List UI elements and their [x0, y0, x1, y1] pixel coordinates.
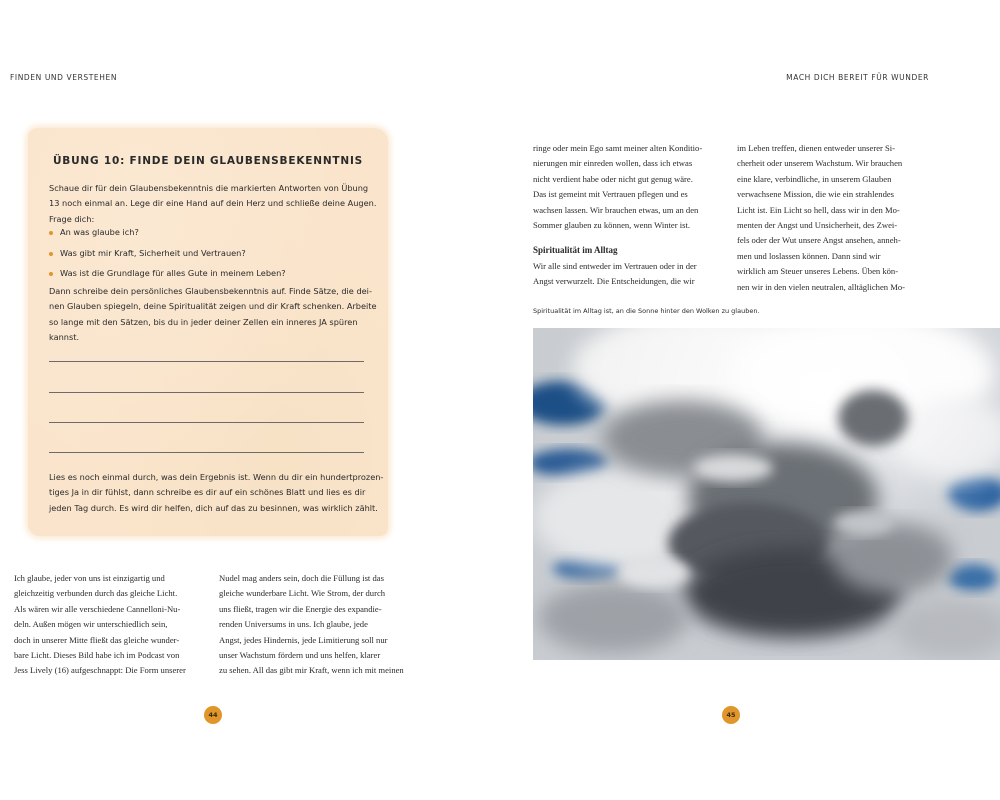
body-line: menten der Angst und Unsicherheit, des Zwei- [737, 220, 898, 231]
writing-line[interactable] [49, 422, 364, 423]
body-line: Ich glaube, jeder von uns ist einzigartig und [14, 573, 165, 583]
body-line: gleiche wunderbare Licht. Wie Strom, der durch [219, 588, 386, 599]
exercise-bullet [49, 248, 246, 258]
right-page-column-1 [533, 141, 725, 290]
page-number-right: 45 [722, 706, 740, 724]
bullet-dot-icon [49, 272, 53, 276]
body-line: wirklich am Steuer unseres Lebens. Üben kön- [737, 266, 899, 277]
body-line: zu sehen. All das gibt mir Kraft, wenn ich mit meinen [219, 665, 404, 676]
body-line: ringe oder mein Ego samt meiner alten Konditio- [533, 143, 703, 153]
right-page-column-2 [737, 141, 928, 295]
exercise-closing-line: Lies es noch einmal durch, was dein Ergebnis ist. Wenn du dir ein hundertprozen- [49, 472, 384, 482]
exercise-bullet [49, 227, 139, 237]
body-line: Nudel mag anders sein, doch die Füllung ist das [219, 573, 384, 583]
left-page-column-1 [14, 571, 207, 679]
body-line: doch in unserer Mitte fließt das gleiche wunder- [14, 634, 180, 645]
photo-caption: Spiritualität im Alltag ist, an die Sonne hinter den Wolken zu glauben. [533, 307, 760, 315]
section-subheading: Spiritualität im Alltag [533, 245, 618, 256]
writing-line[interactable] [49, 452, 364, 453]
cloud-photo [533, 328, 1000, 660]
exercise-instructions-line: kannst. [49, 332, 80, 343]
exercise-closing [49, 470, 383, 516]
exercise-closing-line: tiges Ja in dir fühlst, dann schreibe es dir auf ein schönes Blatt und lies es dir [49, 487, 366, 498]
running-header-right: MACH DICH BEREIT FÜR WUNDER [786, 73, 929, 82]
body-line: Jess Lively (16) aufgeschnappt: Die Form unserer [14, 665, 186, 676]
exercise-closing-line: jeden Tag durch. Es wird dir helfen, dich auf das zu besinnen, was wirklich zählt. [49, 502, 378, 513]
bullet-dot-icon [49, 231, 53, 235]
exercise-bullet [49, 268, 286, 278]
body-line: renden Universums in uns. Ich glaube, jede [219, 619, 368, 630]
bullet-dot-icon [49, 252, 53, 256]
body-line: eine klare, verbindliche, in unserem Glauben [737, 173, 892, 184]
body-line: nierungen mir einreden wollen, dass ich etwas [533, 158, 693, 169]
exercise-intro-line: Schaue dir für dein Glaubensbekenntnis die markierten Antworten von Übung [49, 183, 369, 193]
body-line: Wir alle sind entweder im Vertrauen oder in der [533, 260, 697, 271]
body-line: deln. Außen mögen wir unterschiedlich sein, [14, 619, 168, 630]
bullet-text: Was gibt mir Kraft, Sicherheit und Vertrauen? [60, 248, 246, 258]
cloud-photo-illustration [533, 328, 1000, 660]
body-line: men und loslassen können. Dann sind wir [737, 250, 881, 261]
body-line: uns fließt, tragen wir die Energie des expandie- [219, 603, 382, 614]
body-line: fels oder der Wut unsere Angst ansehen, anneh- [737, 235, 901, 246]
writing-line[interactable] [49, 392, 364, 393]
body-line: Angst, jedes Hindernis, jede Limitierung soll nur [219, 634, 388, 645]
bullet-text: An was glaube ich? [60, 227, 139, 237]
running-header-left: FINDEN UND VERSTEHEN [10, 73, 118, 82]
body-line: im Leben treffen, dienen entweder unserer Si- [737, 143, 896, 153]
bullet-text: Was ist die Grundlage für alles Gute in meinem Leben? [60, 268, 286, 278]
body-line: bare Licht. Dieses Bild habe ich im Podcast von [14, 650, 180, 661]
writing-line[interactable] [49, 361, 364, 362]
body-line: wachsen lassen. Wir brauchen etwas, um an den [533, 204, 699, 215]
page-number-left: 44 [204, 706, 222, 724]
exercise-instructions-line: nen Glauben spiegeln, deine Spiritualität zeigen und dir Kraft schenken. Arbeite [49, 301, 377, 312]
exercise-instructions [49, 284, 377, 346]
exercise-instructions-line: Dann schreibe dein persönliches Glaubensbekenntnis auf. Finde Sätze, die dei- [49, 286, 372, 296]
body-line: nicht verdient habe oder nicht gut genug wäre. [533, 173, 693, 184]
left-page-column-2 [219, 571, 412, 679]
exercise-intro-line: Frage dich: [49, 213, 95, 224]
body-line: verwachsene Mission, die wie ein strahlendes [737, 189, 895, 200]
body-line: unser Wachstum fördern und uns helfen, klarer [219, 650, 381, 661]
body-line: nen wir in den vielen neutralen, alltäglichen Mo- [737, 281, 905, 292]
body-line: gleichzeitig verbunden durch das gleiche Licht. [14, 588, 178, 599]
body-line: Das ist gemeint mit Vertrauen pflegen und es [533, 189, 688, 200]
exercise-title: ÜBUNG 10: FINDE DEIN GLAUBENSBEKENNTNIS [52, 155, 364, 167]
body-line: Sommer glauben zu können, wenn Winter ist. [533, 220, 691, 231]
body-line: Angst verwurzelt. Die Entscheidungen, die wir [533, 276, 695, 287]
body-line: Als wären wir alle verschiedene Cannelloni-Nu- [14, 603, 181, 614]
body-line: Licht ist. Ein Licht so hell, dass wir in den Mo- [737, 204, 900, 215]
body-line: cherheit oder unserem Wachstum. Wir brauchen [737, 158, 903, 169]
exercise-instructions-line: so lange mit den Sätzen, bis du in jeder deiner Zellen ein inneres JA spüren [49, 316, 358, 327]
exercise-intro [49, 181, 376, 227]
exercise-intro-line: 13 noch einmal an. Lege dir eine Hand auf dein Herz und schließe deine Augen. [49, 198, 377, 209]
